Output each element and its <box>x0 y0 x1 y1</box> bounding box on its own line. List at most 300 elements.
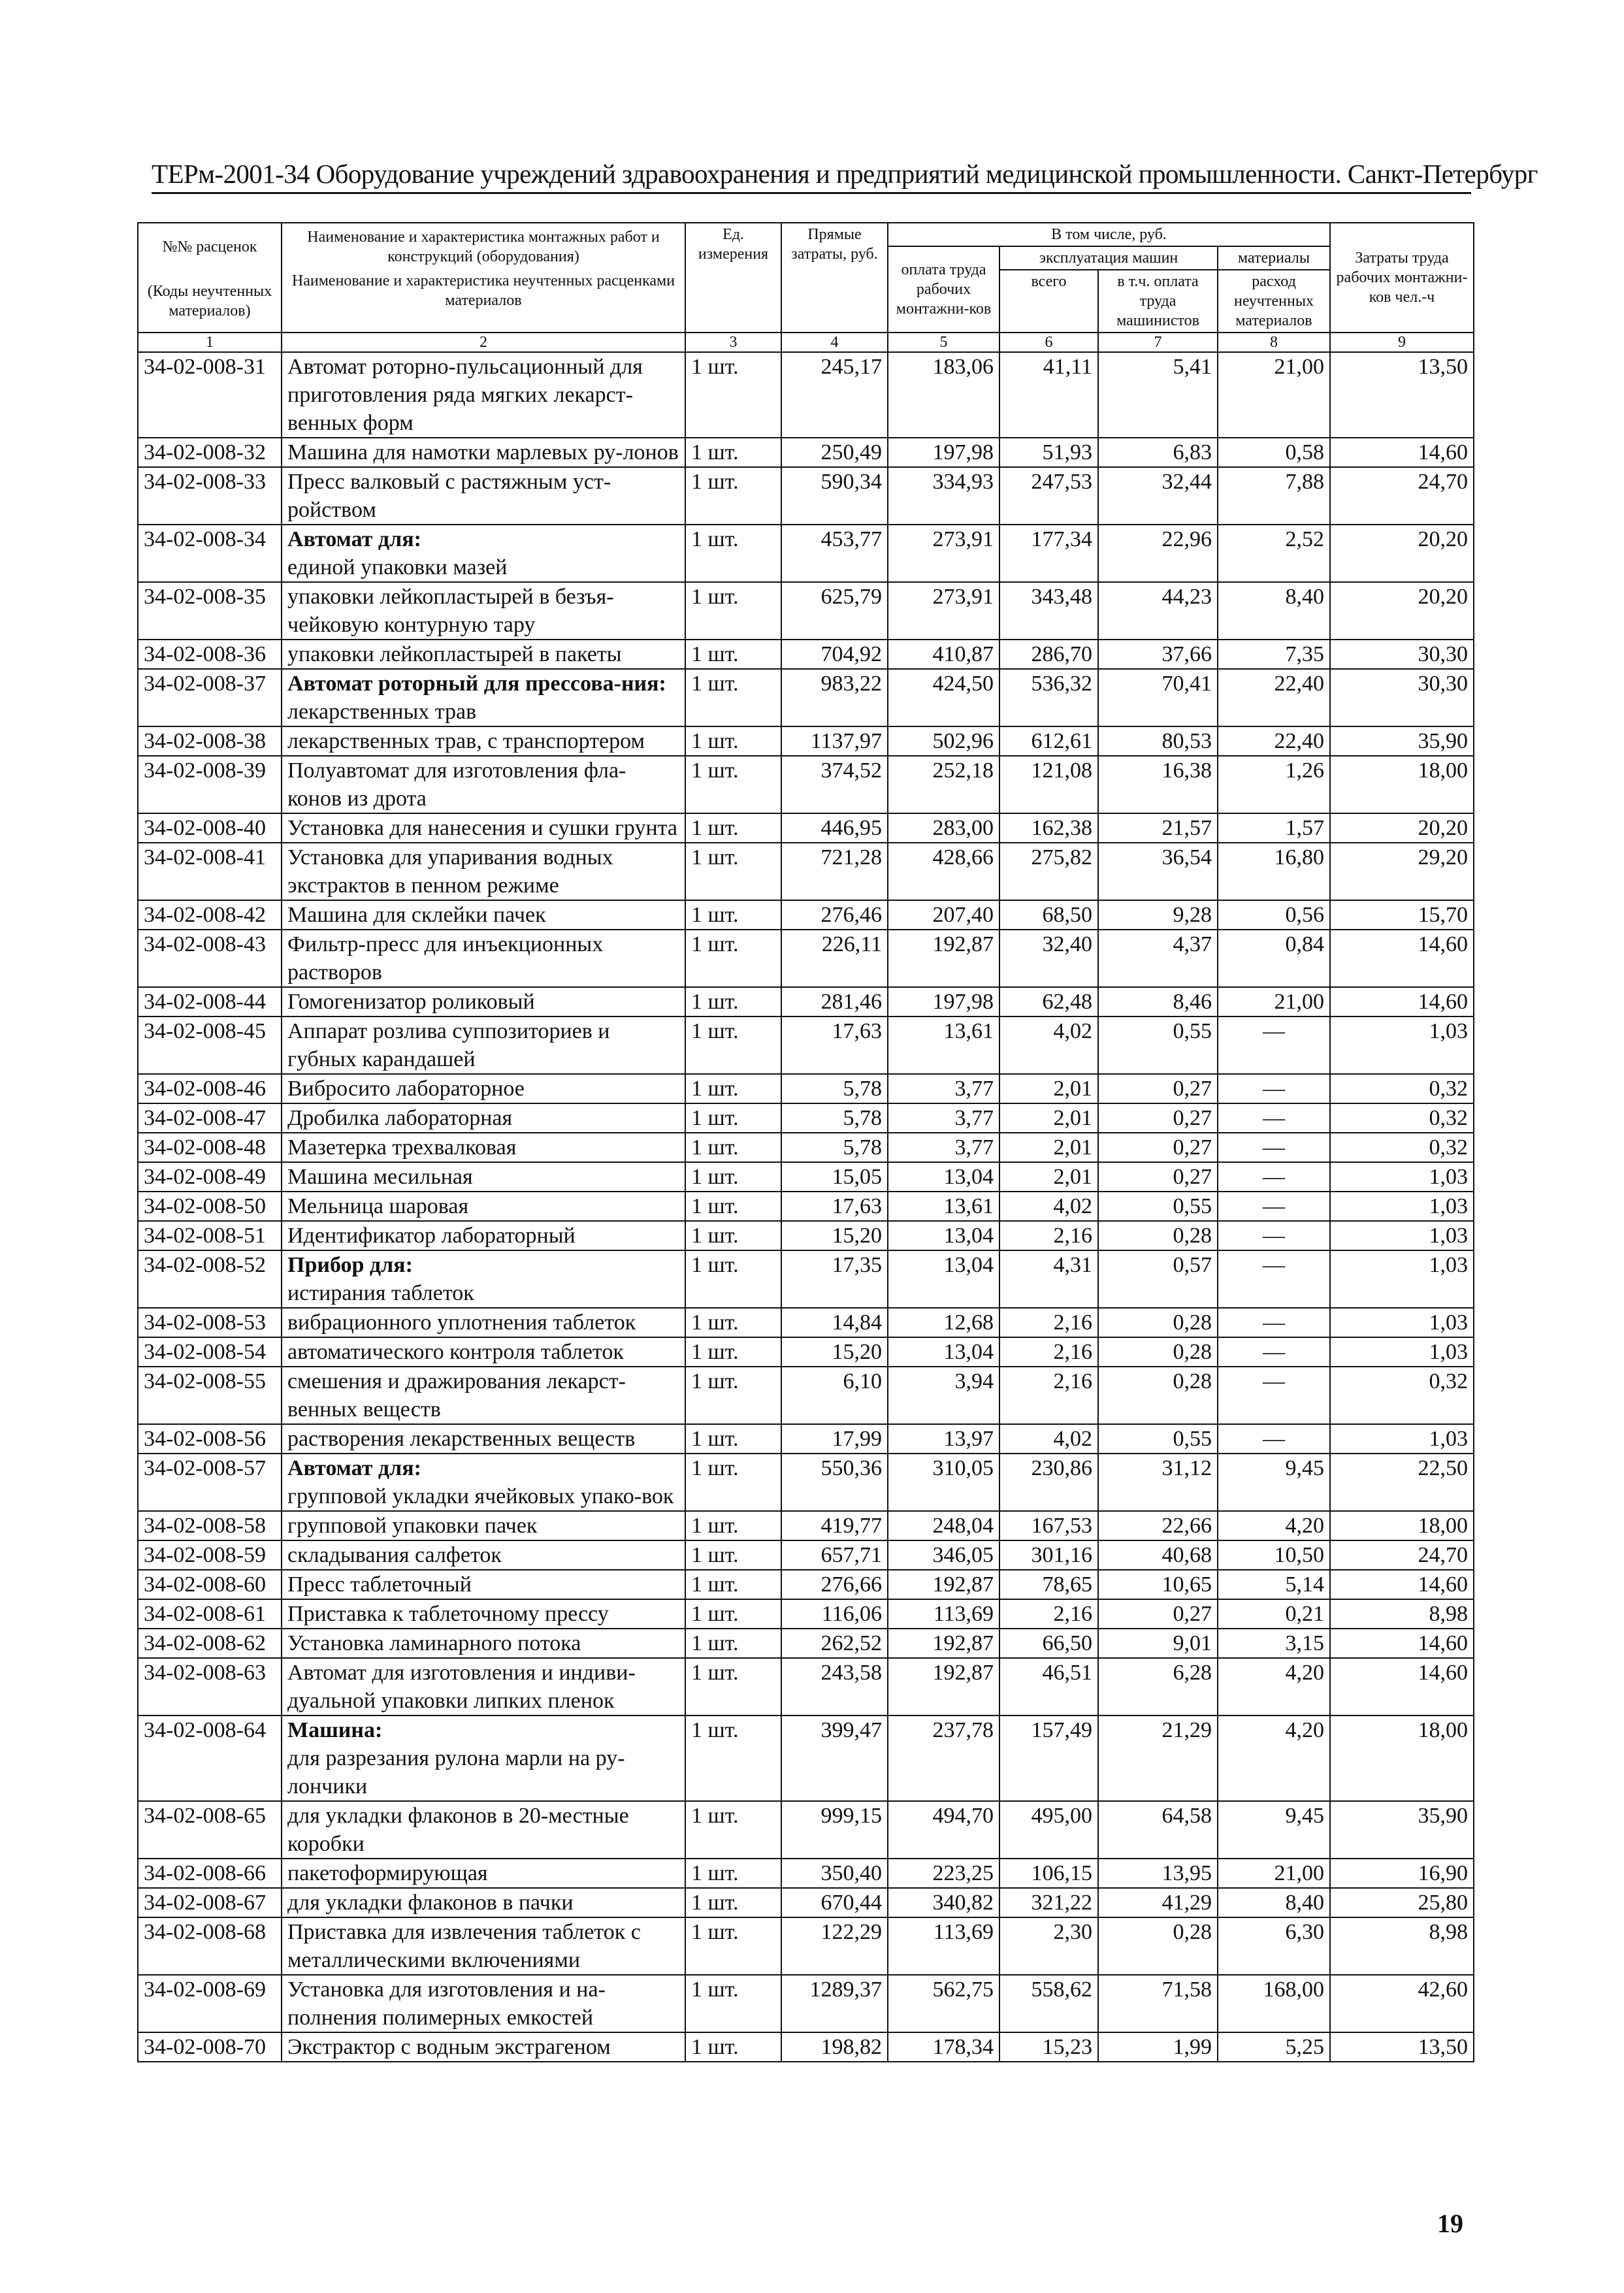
direct-cost: 276,46 <box>781 900 888 930</box>
machine-cost: 4,02 <box>999 1424 1098 1454</box>
labor-hours: 24,70 <box>1330 1540 1474 1570</box>
labor-hours: 18,00 <box>1330 1511 1474 1540</box>
work-name-text: Гомогенизатор роликовый <box>287 990 535 1014</box>
work-name-text: групповой упаковки пачек <box>287 1514 538 1538</box>
labor-pay: 223,25 <box>888 1859 999 1888</box>
work-name-text: упаковки лейкопластырей в пакеты <box>287 642 622 666</box>
unit: 1 шт. <box>685 1570 781 1599</box>
labor-hours: 20,20 <box>1330 525 1474 582</box>
work-name-text: Автомат роторно-пульсационный для приготовления ряда мягких лекарст-венных форм <box>287 355 643 435</box>
column-number: 5 <box>888 333 999 352</box>
page-title: ТЕРм-2001-34 Оборудование учреждений здравоохранения и предприятий медицинской промышленности. Санкт-Петербург <box>152 157 1471 194</box>
direct-cost: 17,63 <box>781 1016 888 1074</box>
machinist-pay: 0,28 <box>1098 1337 1218 1367</box>
labor-pay: 562,75 <box>888 1975 999 2032</box>
work-name <box>282 726 685 756</box>
table-row <box>138 1162 1474 1192</box>
machine-cost: 321,22 <box>999 1888 1098 1917</box>
labor-hours: 14,60 <box>1330 987 1474 1016</box>
machine-cost: 2,30 <box>999 1917 1098 1975</box>
work-name <box>282 1599 685 1629</box>
labor-hours: 30,30 <box>1330 669 1474 726</box>
unit: 1 шт. <box>685 1888 781 1917</box>
header-code: №№ расценок <box>138 223 282 270</box>
rate-code: 34-02-008-63 <box>138 1658 282 1716</box>
work-name <box>282 930 685 987</box>
direct-cost: 625,79 <box>781 582 888 640</box>
work-name <box>282 1917 685 1975</box>
work-name-text: лекарственных трав <box>287 700 477 724</box>
materials-cost: 168,00 <box>1218 1975 1330 2032</box>
direct-cost: 281,46 <box>781 987 888 1016</box>
labor-hours: 14,60 <box>1330 438 1474 467</box>
labor-pay: 207,40 <box>888 900 999 930</box>
rate-code: 34-02-008-34 <box>138 525 282 582</box>
materials-cost: 1,26 <box>1218 756 1330 813</box>
labor-hours: 13,50 <box>1330 352 1474 438</box>
header-including: В том числе, руб. <box>888 223 1330 246</box>
unit: 1 шт. <box>685 1162 781 1192</box>
unit: 1 шт. <box>685 1074 781 1103</box>
work-name-text: автоматического контроля таблеток <box>287 1340 624 1364</box>
labor-pay: 248,04 <box>888 1511 999 1540</box>
header-materials: материалы <box>1218 246 1330 270</box>
machinist-pay: 31,12 <box>1098 1454 1218 1511</box>
unit: 1 шт. <box>685 1859 781 1888</box>
labor-pay: 494,70 <box>888 1801 999 1859</box>
labor-hours: 15,70 <box>1330 900 1474 930</box>
materials-cost: 4,20 <box>1218 1658 1330 1716</box>
work-name-text: вибрационного уплотнения таблеток <box>287 1310 636 1335</box>
unit: 1 шт. <box>685 1511 781 1540</box>
machine-cost: 51,93 <box>999 438 1098 467</box>
labor-pay: 502,96 <box>888 726 999 756</box>
work-name <box>282 1162 685 1192</box>
labor-hours: 14,60 <box>1330 1570 1474 1599</box>
labor-pay: 3,94 <box>888 1367 999 1424</box>
table-body <box>138 352 1474 2062</box>
labor-pay: 346,05 <box>888 1540 999 1570</box>
work-name-text: Вибросито лабораторное <box>287 1077 525 1101</box>
work-name <box>282 1888 685 1917</box>
work-name-text: Машина для склейки пачек <box>287 903 546 927</box>
table-row <box>138 987 1474 1016</box>
rate-code: 34-02-008-55 <box>138 1367 282 1424</box>
machinist-pay: 0,28 <box>1098 1917 1218 1975</box>
machinist-pay: 6,83 <box>1098 438 1218 467</box>
rate-code: 34-02-008-42 <box>138 900 282 930</box>
machine-cost: 4,02 <box>999 1192 1098 1221</box>
rate-code: 34-02-008-35 <box>138 582 282 640</box>
machinist-pay: 4,37 <box>1098 930 1218 987</box>
column-number: 1 <box>138 333 282 352</box>
column-number: 8 <box>1218 333 1330 352</box>
machinist-pay: 0,55 <box>1098 1016 1218 1074</box>
direct-cost: 14,84 <box>781 1308 888 1337</box>
rate-code: 34-02-008-38 <box>138 726 282 756</box>
rate-code: 34-02-008-57 <box>138 1454 282 1511</box>
materials-cost: 0,58 <box>1218 438 1330 467</box>
materials-cost: — <box>1218 1308 1330 1337</box>
direct-cost: 453,77 <box>781 525 888 582</box>
machinist-pay: 41,29 <box>1098 1888 1218 1917</box>
materials-cost: 2,52 <box>1218 525 1330 582</box>
work-name-text: растворения лекарственных веществ <box>287 1427 636 1451</box>
materials-cost: 3,15 <box>1218 1629 1330 1658</box>
direct-cost: 704,92 <box>781 640 888 669</box>
unit: 1 шт. <box>685 1250 781 1308</box>
machinist-pay: 0,55 <box>1098 1424 1218 1454</box>
rate-code: 34-02-008-65 <box>138 1801 282 1859</box>
work-name <box>282 1192 685 1221</box>
machinist-pay: 16,38 <box>1098 756 1218 813</box>
header-code-materials: (Коды неучтенных материалов) <box>138 270 282 333</box>
work-name-text: Установка ламинарного потока <box>287 1631 581 1655</box>
machinist-pay: 5,41 <box>1098 352 1218 438</box>
materials-cost: 9,45 <box>1218 1801 1330 1859</box>
table-row <box>138 1074 1474 1103</box>
machinist-pay: 22,66 <box>1098 1511 1218 1540</box>
header-direct: Прямые затраты, руб. <box>781 223 888 333</box>
labor-hours: 24,70 <box>1330 467 1474 525</box>
machinist-pay: 9,28 <box>1098 900 1218 930</box>
work-name-text: смешения и дражирования лекарст-венных веществ <box>287 1369 626 1422</box>
machinist-pay: 0,27 <box>1098 1074 1218 1103</box>
unit: 1 шт. <box>685 352 781 438</box>
unit: 1 шт. <box>685 756 781 813</box>
machinist-pay: 36,54 <box>1098 843 1218 900</box>
work-name-text: для разрезания рулона марли на ру-лончики <box>287 1746 625 1798</box>
labor-pay: 283,00 <box>888 813 999 843</box>
labor-hours: 20,20 <box>1330 813 1474 843</box>
work-name-text: складывания салфеток <box>287 1543 502 1567</box>
machinist-pay: 0,27 <box>1098 1599 1218 1629</box>
labor-hours: 29,20 <box>1330 843 1474 900</box>
table-row <box>138 2032 1474 2062</box>
machine-cost: 4,31 <box>999 1250 1098 1308</box>
table-row <box>138 1716 1474 1801</box>
labor-pay: 273,91 <box>888 525 999 582</box>
direct-cost: 5,78 <box>781 1133 888 1162</box>
header-name: Наименование и характеристика монтажных работ и конструкций (оборудования) <box>282 223 685 270</box>
direct-cost: 122,29 <box>781 1917 888 1975</box>
work-name <box>282 987 685 1016</box>
direct-cost: 419,77 <box>781 1511 888 1540</box>
work-name-text: Машина месильная <box>287 1165 473 1189</box>
column-number: 7 <box>1098 333 1218 352</box>
direct-cost: 5,78 <box>781 1074 888 1103</box>
materials-cost: — <box>1218 1016 1330 1074</box>
direct-cost: 15,05 <box>781 1162 888 1192</box>
machinist-pay: 13,95 <box>1098 1859 1218 1888</box>
rate-code: 34-02-008-32 <box>138 438 282 467</box>
work-name <box>282 1221 685 1250</box>
materials-cost: 22,40 <box>1218 669 1330 726</box>
work-name-text: Аппарат розлива суппозиториев и губных карандашей <box>287 1019 610 1071</box>
unit: 1 шт. <box>685 900 781 930</box>
unit: 1 шт. <box>685 726 781 756</box>
machinist-pay: 8,46 <box>1098 987 1218 1016</box>
direct-cost: 670,44 <box>781 1888 888 1917</box>
labor-pay: 192,87 <box>888 1629 999 1658</box>
work-name <box>282 1424 685 1454</box>
direct-cost: 6,10 <box>781 1367 888 1424</box>
machinist-pay: 44,23 <box>1098 582 1218 640</box>
machine-cost: 157,49 <box>999 1716 1098 1801</box>
materials-cost: 0,56 <box>1218 900 1330 930</box>
labor-hours: 22,50 <box>1330 1454 1474 1511</box>
machine-cost: 230,86 <box>999 1454 1098 1511</box>
table-row <box>138 1801 1474 1859</box>
rates-table <box>137 222 1474 2062</box>
work-name-text: групповой укладки ячейковых упако-вок <box>287 1484 674 1508</box>
direct-cost: 550,36 <box>781 1454 888 1511</box>
machine-cost: 121,08 <box>999 756 1098 813</box>
machine-cost: 286,70 <box>999 640 1098 669</box>
labor-hours: 42,60 <box>1330 1975 1474 2032</box>
machine-cost: 2,01 <box>999 1133 1098 1162</box>
materials-cost: — <box>1218 1133 1330 1162</box>
unit: 1 шт. <box>685 1801 781 1859</box>
column-numbers <box>138 333 1474 352</box>
labor-pay: 310,05 <box>888 1454 999 1511</box>
direct-cost: 374,52 <box>781 756 888 813</box>
labor-hours: 18,00 <box>1330 1716 1474 1801</box>
unit: 1 шт. <box>685 1917 781 1975</box>
unit: 1 шт. <box>685 1133 781 1162</box>
machine-cost: 2,16 <box>999 1337 1098 1367</box>
machinist-pay: 32,44 <box>1098 467 1218 525</box>
labor-hours: 8,98 <box>1330 1917 1474 1975</box>
unit: 1 шт. <box>685 1192 781 1221</box>
machine-cost: 301,16 <box>999 1540 1098 1570</box>
materials-cost: 1,57 <box>1218 813 1330 843</box>
machinist-pay: 0,27 <box>1098 1133 1218 1162</box>
machine-cost: 2,16 <box>999 1367 1098 1424</box>
machine-cost: 2,16 <box>999 1599 1098 1629</box>
labor-pay: 340,82 <box>888 1888 999 1917</box>
machine-cost: 2,16 <box>999 1308 1098 1337</box>
table-row <box>138 1367 1474 1424</box>
labor-pay: 252,18 <box>888 756 999 813</box>
labor-pay: 178,34 <box>888 2032 999 2062</box>
labor-hours: 1,03 <box>1330 1337 1474 1367</box>
work-name-text: Приставка для извлечения таблеток с металлическими включениями <box>287 1920 641 1972</box>
labor-pay: 3,77 <box>888 1074 999 1103</box>
work-name <box>282 813 685 843</box>
header-labor-pay: оплата труда рабочих монтажни-ков <box>888 246 999 333</box>
table-row <box>138 1658 1474 1716</box>
work-name <box>282 1570 685 1599</box>
rate-code: 34-02-008-70 <box>138 2032 282 2062</box>
work-name-text: Мазетерка трехвалковая <box>287 1135 517 1160</box>
work-name <box>282 1133 685 1162</box>
machine-cost: 495,00 <box>999 1801 1098 1859</box>
unit: 1 шт. <box>685 1658 781 1716</box>
work-name-text: Автомат для изготовления и индиви-дуальной упаковки липких пленок <box>287 1661 636 1713</box>
labor-pay: 334,93 <box>888 467 999 525</box>
labor-hours: 35,90 <box>1330 726 1474 756</box>
labor-pay: 13,04 <box>888 1162 999 1192</box>
table-row <box>138 843 1474 900</box>
work-name <box>282 1074 685 1103</box>
unit: 1 шт. <box>685 930 781 987</box>
materials-cost: 6,30 <box>1218 1917 1330 1975</box>
labor-hours: 1,03 <box>1330 1192 1474 1221</box>
header-machines-total: всего <box>999 270 1098 333</box>
unit: 1 шт. <box>685 1716 781 1801</box>
materials-cost: 4,20 <box>1218 1716 1330 1801</box>
machine-cost: 177,34 <box>999 525 1098 582</box>
direct-cost: 350,40 <box>781 1859 888 1888</box>
work-name-text: Установка для изготовления и на-полнения полимерных емкостей <box>287 1977 606 2030</box>
labor-pay: 13,97 <box>888 1424 999 1454</box>
materials-cost: 5,25 <box>1218 2032 1330 2062</box>
work-name-text: Установка для нанесения и сушки грунта <box>287 816 678 840</box>
rate-code: 34-02-008-69 <box>138 1975 282 2032</box>
direct-cost: 116,06 <box>781 1599 888 1629</box>
labor-pay: 183,06 <box>888 352 999 438</box>
work-name <box>282 1859 685 1888</box>
labor-pay: 424,50 <box>888 669 999 726</box>
direct-cost: 250,49 <box>781 438 888 467</box>
work-name-text: единой упаковки мазей <box>287 555 508 579</box>
labor-pay: 13,04 <box>888 1250 999 1308</box>
machinist-pay: 0,28 <box>1098 1367 1218 1424</box>
labor-hours: 20,20 <box>1330 582 1474 640</box>
work-name <box>282 756 685 813</box>
rate-code: 34-02-008-61 <box>138 1599 282 1629</box>
rate-code: 34-02-008-47 <box>138 1103 282 1133</box>
labor-pay: 3,77 <box>888 1103 999 1133</box>
machinist-pay: 37,66 <box>1098 640 1218 669</box>
labor-hours: 1,03 <box>1330 1424 1474 1454</box>
table-row <box>138 726 1474 756</box>
machine-cost: 612,61 <box>999 726 1098 756</box>
table-row <box>138 1888 1474 1917</box>
machine-cost: 167,53 <box>999 1511 1098 1540</box>
direct-cost: 276,66 <box>781 1570 888 1599</box>
machinist-pay: 22,96 <box>1098 525 1218 582</box>
header-unit: Ед. измерения <box>685 223 781 333</box>
rate-code: 34-02-008-52 <box>138 1250 282 1308</box>
materials-cost: 9,45 <box>1218 1454 1330 1511</box>
unit: 1 шт. <box>685 1221 781 1250</box>
materials-cost: — <box>1218 1162 1330 1192</box>
materials-cost: — <box>1218 1103 1330 1133</box>
work-name <box>282 1250 685 1308</box>
machine-cost: 2,01 <box>999 1103 1098 1133</box>
machinist-pay: 0,27 <box>1098 1103 1218 1133</box>
group-heading: Прибор для: <box>287 1253 413 1277</box>
labor-hours: 18,00 <box>1330 756 1474 813</box>
rate-code: 34-02-008-31 <box>138 352 282 438</box>
machinist-pay: 0,28 <box>1098 1221 1218 1250</box>
unit: 1 шт. <box>685 1629 781 1658</box>
work-name <box>282 843 685 900</box>
direct-cost: 1289,37 <box>781 1975 888 2032</box>
machine-cost: 558,62 <box>999 1975 1098 2032</box>
work-name <box>282 669 685 726</box>
work-name-text: Приставка к таблеточному прессу <box>287 1602 609 1626</box>
materials-cost: 4,20 <box>1218 1511 1330 1540</box>
machine-cost: 15,23 <box>999 2032 1098 2062</box>
header-labor-hours: Затраты труда рабочих монтажни-ков чел.-ч <box>1330 223 1474 333</box>
labor-pay: 237,78 <box>888 1716 999 1801</box>
table-row <box>138 1859 1474 1888</box>
unit: 1 шт. <box>685 1308 781 1337</box>
rate-code: 34-02-008-41 <box>138 843 282 900</box>
labor-hours: 14,60 <box>1330 1629 1474 1658</box>
work-name <box>282 1337 685 1367</box>
table-row <box>138 1016 1474 1074</box>
header-unaccounted-materials: расход неучтенных материалов <box>1218 270 1330 333</box>
direct-cost: 446,95 <box>781 813 888 843</box>
table-row <box>138 669 1474 726</box>
labor-pay: 13,61 <box>888 1016 999 1074</box>
machinist-pay: 1,99 <box>1098 2032 1218 2062</box>
work-name <box>282 1716 685 1801</box>
work-name-text: для укладки флаконов в пачки <box>287 1891 574 1915</box>
direct-cost: 5,78 <box>781 1103 888 1133</box>
labor-hours: 0,32 <box>1330 1133 1474 1162</box>
unit: 1 шт. <box>685 525 781 582</box>
rate-code: 34-02-008-51 <box>138 1221 282 1250</box>
rate-code: 34-02-008-44 <box>138 987 282 1016</box>
direct-cost: 657,71 <box>781 1540 888 1570</box>
table-row <box>138 1629 1474 1658</box>
rate-code: 34-02-008-53 <box>138 1308 282 1337</box>
direct-cost: 198,82 <box>781 2032 888 2062</box>
work-name <box>282 525 685 582</box>
machine-cost: 4,02 <box>999 1016 1098 1074</box>
materials-cost: 21,00 <box>1218 352 1330 438</box>
labor-pay: 192,87 <box>888 1570 999 1599</box>
work-name-text: Пресс таблеточный <box>287 1572 472 1597</box>
direct-cost: 15,20 <box>781 1221 888 1250</box>
machine-cost: 2,01 <box>999 1162 1098 1192</box>
unit: 1 шт. <box>685 1016 781 1074</box>
machine-cost: 106,15 <box>999 1859 1098 1888</box>
table-row <box>138 1599 1474 1629</box>
materials-cost: 7,88 <box>1218 467 1330 525</box>
direct-cost: 245,17 <box>781 352 888 438</box>
rate-code: 34-02-008-68 <box>138 1917 282 1975</box>
labor-hours: 1,03 <box>1330 1162 1474 1192</box>
table-row <box>138 1511 1474 1540</box>
work-name-text: Установка для упаривания водных экстрактов в пенном режиме <box>287 845 613 898</box>
labor-hours: 30,30 <box>1330 640 1474 669</box>
machinist-pay: 0,27 <box>1098 1162 1218 1192</box>
work-name <box>282 352 685 438</box>
labor-pay: 192,87 <box>888 1658 999 1716</box>
direct-cost: 15,20 <box>781 1337 888 1367</box>
unit: 1 шт. <box>685 2032 781 2062</box>
table-row <box>138 1133 1474 1162</box>
rate-code: 34-02-008-67 <box>138 1888 282 1917</box>
materials-cost: — <box>1218 1337 1330 1367</box>
labor-hours: 25,80 <box>1330 1888 1474 1917</box>
rate-code: 34-02-008-39 <box>138 756 282 813</box>
work-name <box>282 1540 685 1570</box>
unit: 1 шт. <box>685 1367 781 1424</box>
direct-cost: 17,35 <box>781 1250 888 1308</box>
work-name <box>282 1367 685 1424</box>
rate-code: 34-02-008-50 <box>138 1192 282 1221</box>
unit: 1 шт. <box>685 1540 781 1570</box>
machinist-pay: 21,57 <box>1098 813 1218 843</box>
labor-hours: 16,90 <box>1330 1859 1474 1888</box>
